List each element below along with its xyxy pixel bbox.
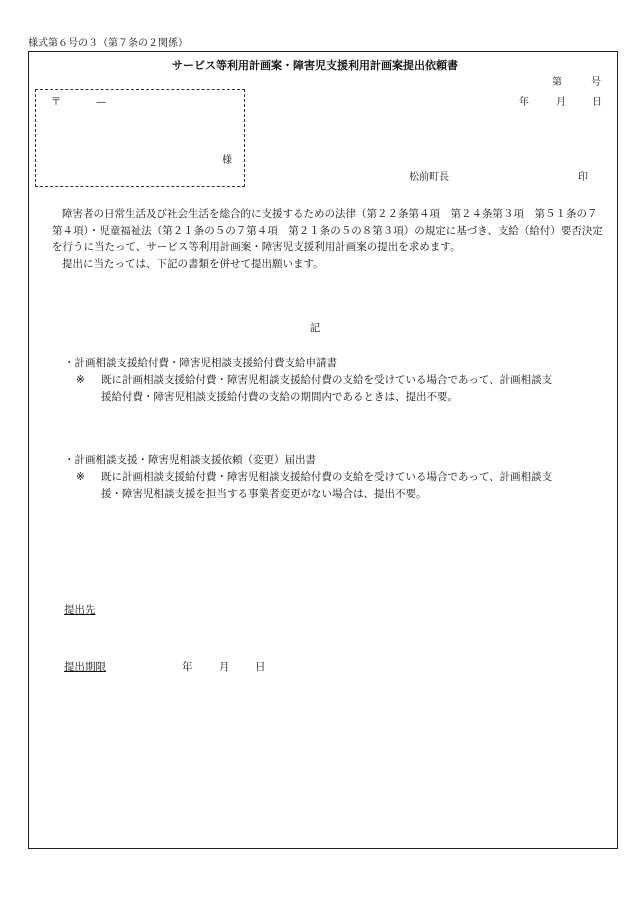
deadline-month-label: 月 (219, 661, 230, 673)
body-paragraph-1: 障害者の日常生活及び社会生活を総合的に支援するための法律（第２２条第４項 第２４条第３項 第５１条の７第４項）・児童福祉法（第２１条の５の７第４項 第２１条の５の８第３項）の規定に基づき、支給（給付）要否決定を行うに当たって、サービス等利用計画案・障害児支援利用計画案の提出を求めます。 (52, 208, 603, 254)
item-title: ・計画相談支援・障害児相談支援依頼（変更）届出書 (64, 454, 316, 466)
note-line-2: 援・障害児相談支援を担当する事業者変更がない場合は、提出不要。 (101, 488, 427, 500)
deadline-year-label: 年 (182, 661, 193, 673)
date-year-label: 年 (519, 97, 529, 108)
note-mark: ※ (76, 374, 85, 386)
date-month-label: 月 (556, 97, 566, 108)
postal-dash: — (96, 97, 106, 108)
list-item (64, 355, 609, 406)
item-note (64, 469, 609, 503)
number-label-dai: 第 (552, 77, 562, 88)
honorific-sama: 様 (222, 155, 232, 166)
list-item (64, 452, 609, 503)
postal-mark: 〒 (51, 97, 61, 108)
item-title: ・計画相談支援給付費・障害児相談支援給付費支給申請書 (64, 357, 337, 369)
note-mark: ※ (76, 471, 85, 483)
ki-heading: 記 (309, 322, 321, 334)
seal-mark: 印 (578, 172, 588, 183)
item-note (64, 372, 609, 406)
body-text (52, 206, 607, 272)
issuer-mayor: 松前町長 (409, 172, 449, 183)
deadline-label: 提出期限 (64, 661, 106, 673)
deadline-day-label: 日 (255, 661, 266, 673)
address-box (35, 89, 245, 187)
form-label: 様式第６号の３（第７条の２関係） (28, 38, 188, 49)
number-label-go: 号 (591, 77, 601, 88)
document-title: サービス等利用計画案・障害児支援利用計画案提出依頼書 (172, 59, 458, 72)
submit-to-label: 提出先 (64, 604, 96, 616)
body-paragraph-2: 提出に当たっては、下記の書類を併せて提出願います。 (62, 257, 324, 270)
date-day-label: 日 (592, 97, 602, 108)
note-line-2: 援給付費・障害児相談支援給付費の支給の期間内であるときは、提出不要。 (101, 391, 458, 403)
note-line-1: 既に計画相談支援給付費・障害児相談支援給付費の支給を受けている場合であって、計画相談支 (101, 471, 553, 483)
note-line-1: 既に計画相談支援給付費・障害児相談支援給付費の支給を受けている場合であって、計画相談支 (101, 374, 553, 386)
